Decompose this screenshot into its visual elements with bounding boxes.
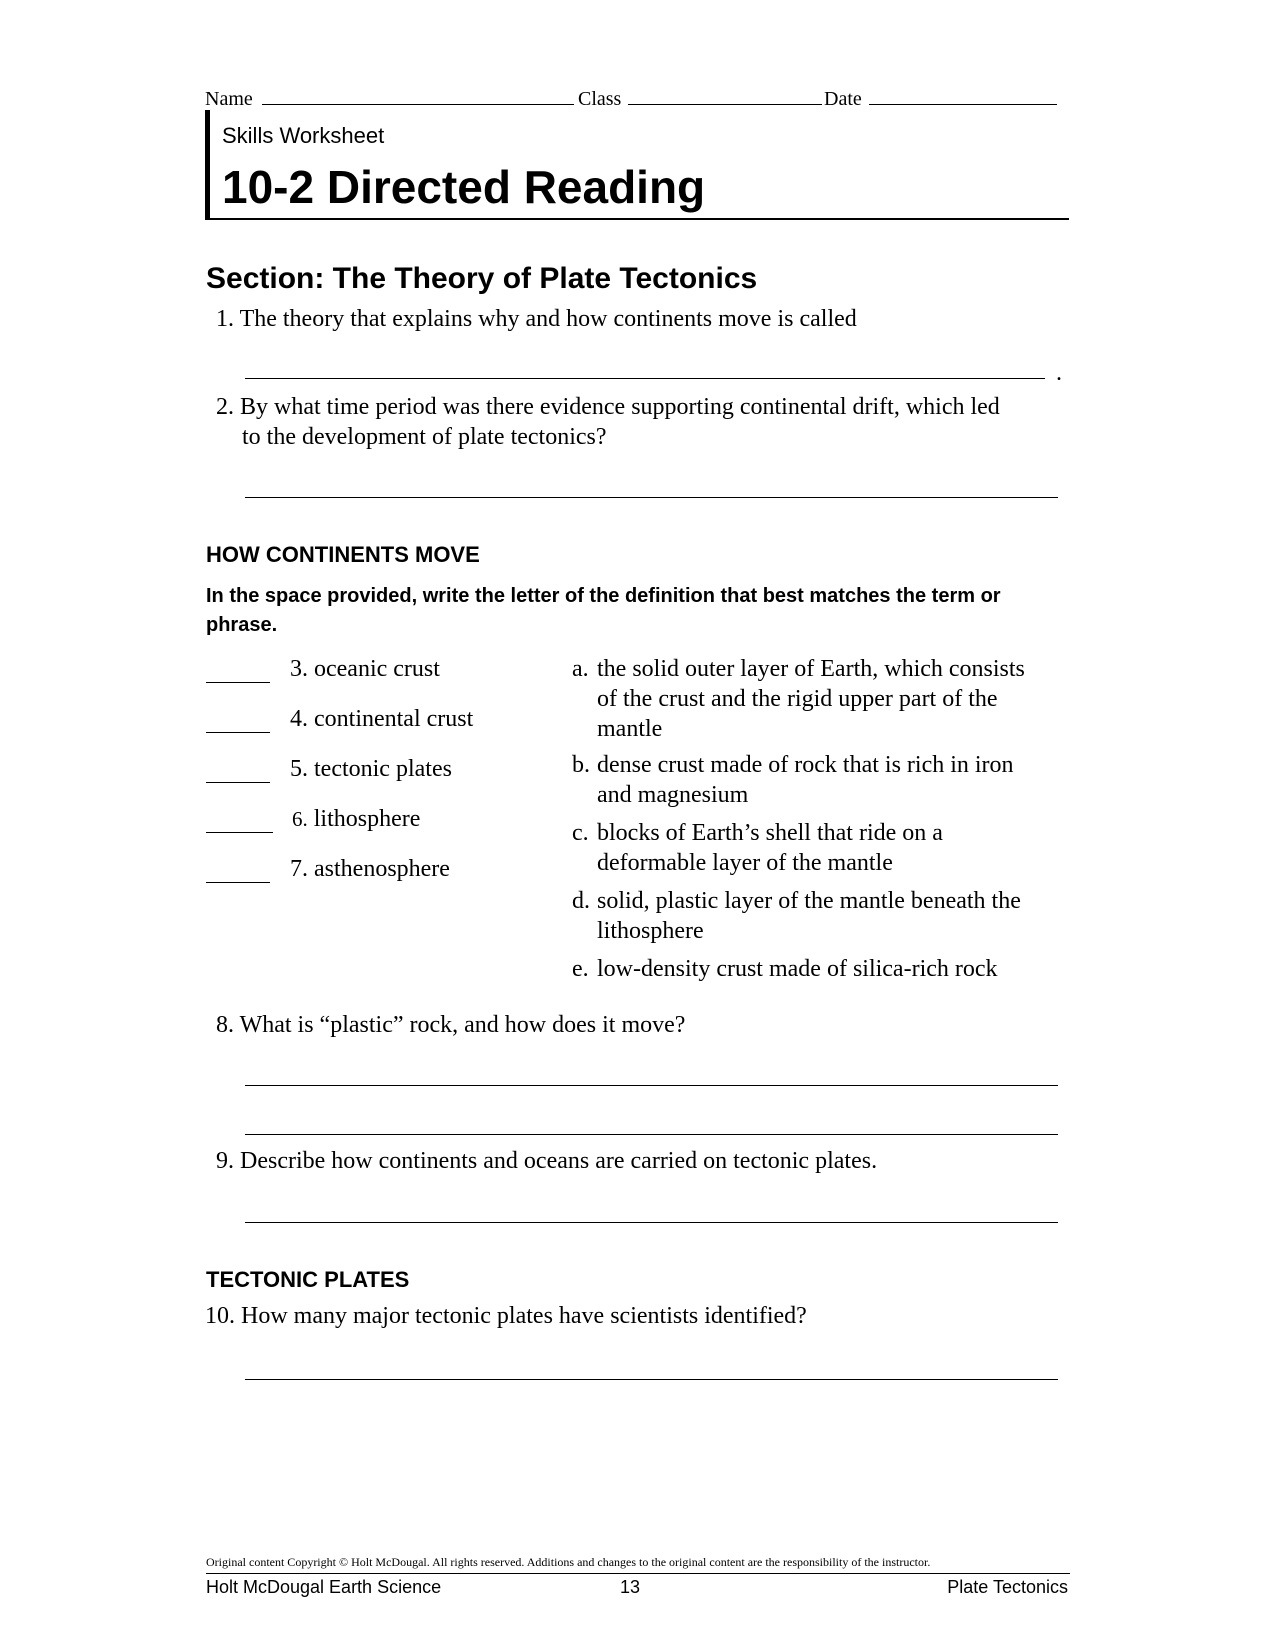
date-input[interactable] [869,86,1057,105]
term-4 [290,706,473,733]
term-text: continental crust [314,706,474,732]
definition-letter: d. [572,888,590,914]
term-number: 5. [290,756,308,782]
term-text: asthenosphere [314,856,450,882]
match-blank-7[interactable] [206,882,270,883]
question-number: 10. [205,1303,235,1329]
definition-text: low-density crust made of silica-rich rock [597,956,998,982]
definition-text: dense crust made of rock that is rich in iron and magnesium [597,752,1014,808]
term-text: tectonic plates [314,756,452,782]
question-1-period: . [1056,360,1062,386]
answer-line-8a[interactable] [245,1085,1058,1086]
question-9 [216,1146,877,1176]
definition-text: solid, plastic layer of the mantle beneath the lithosphere [597,888,1021,944]
title-underline [205,218,1069,220]
question-text: Describe how continents and oceans are carried on tectonic plates. [240,1148,878,1174]
page-title: 10-2 Directed Reading [222,161,706,213]
definition-c [572,818,1042,878]
class-input[interactable] [628,86,822,105]
date-label: Date [824,88,862,110]
subsection-how-continents-move: HOW CONTINENTS MOVE [206,542,480,567]
question-2 [216,392,1000,422]
footer-rule [206,1573,1070,1574]
footer-chapter-title: Plate Tectonics [947,1577,1068,1597]
match-blank-5[interactable] [206,782,270,783]
definition-letter: a. [572,656,589,682]
question-text: What is “plastic” rock, and how does it move? [239,1012,686,1038]
answer-line-10[interactable] [245,1379,1058,1380]
definition-a [572,654,1042,744]
page-number: 13 [620,1577,641,1597]
term-5 [290,756,452,783]
question-text: How many major tectonic plates have scientists identified? [241,1303,807,1329]
answer-line-2[interactable] [245,497,1058,498]
question-10 [205,1301,807,1331]
date-field-row [824,86,1057,111]
question-number: 2. [216,394,234,420]
question-text: By what time period was there evidence supporting continental drift, which led [240,394,1000,420]
class-label: Class [578,88,622,110]
class-field-row [578,86,822,111]
question-number: 9. [216,1148,234,1174]
name-input[interactable] [262,86,574,105]
definition-text: blocks of Earth’s shell that ride on a deformable layer of the mantle [597,820,943,876]
term-3 [290,656,440,683]
copyright-notice: Original content Copyright © Holt McDougal. All rights reserved. Additions and changes to the original content are the responsibility of the instructor. [206,1555,931,1569]
section-title: Section: The Theory of Plate Tectonics [206,262,758,295]
definition-letter: c. [572,820,589,846]
title-accent-bar [205,110,210,220]
match-blank-3[interactable] [206,682,270,683]
question-number: 1. [216,306,234,332]
term-number: 7. [290,856,308,882]
name-field-row [205,86,574,111]
term-number: 3. [290,656,308,682]
term-7 [290,856,450,883]
definition-text: the solid outer layer of Earth, which consists of the crust and the rigid upper part of the mantle [597,656,1025,742]
answer-line-1[interactable] [245,378,1045,379]
term-number: 6. [292,807,308,831]
term-6 [292,806,420,833]
question-1 [216,304,857,334]
term-text: oceanic crust [314,656,440,682]
matching-instructions: In the space provided, write the letter of the definition that best matches the term or phrase. [206,585,1001,636]
term-number: 4. [290,706,308,732]
definition-letter: e. [572,956,589,982]
definition-letter: b. [572,752,590,778]
definition-e [572,954,1042,984]
question-number: 8. [216,1012,234,1038]
question-8 [216,1010,685,1040]
match-blank-4[interactable] [206,732,270,733]
name-label: Name [205,88,253,110]
answer-line-9[interactable] [245,1222,1058,1223]
answer-line-8b[interactable] [245,1134,1058,1135]
worksheet-type: Skills Worksheet [222,123,385,148]
term-text: lithosphere [313,806,421,832]
question-2-continued: to the development of plate tectonics? [242,424,607,450]
definition-d [572,886,1042,946]
subsection-tectonic-plates: TECTONIC PLATES [206,1267,410,1292]
question-text: The theory that explains why and how continents move is called [239,306,857,332]
definition-b [572,750,1042,810]
footer-book-title: Holt McDougal Earth Science [206,1577,442,1597]
match-blank-6[interactable] [206,832,273,833]
